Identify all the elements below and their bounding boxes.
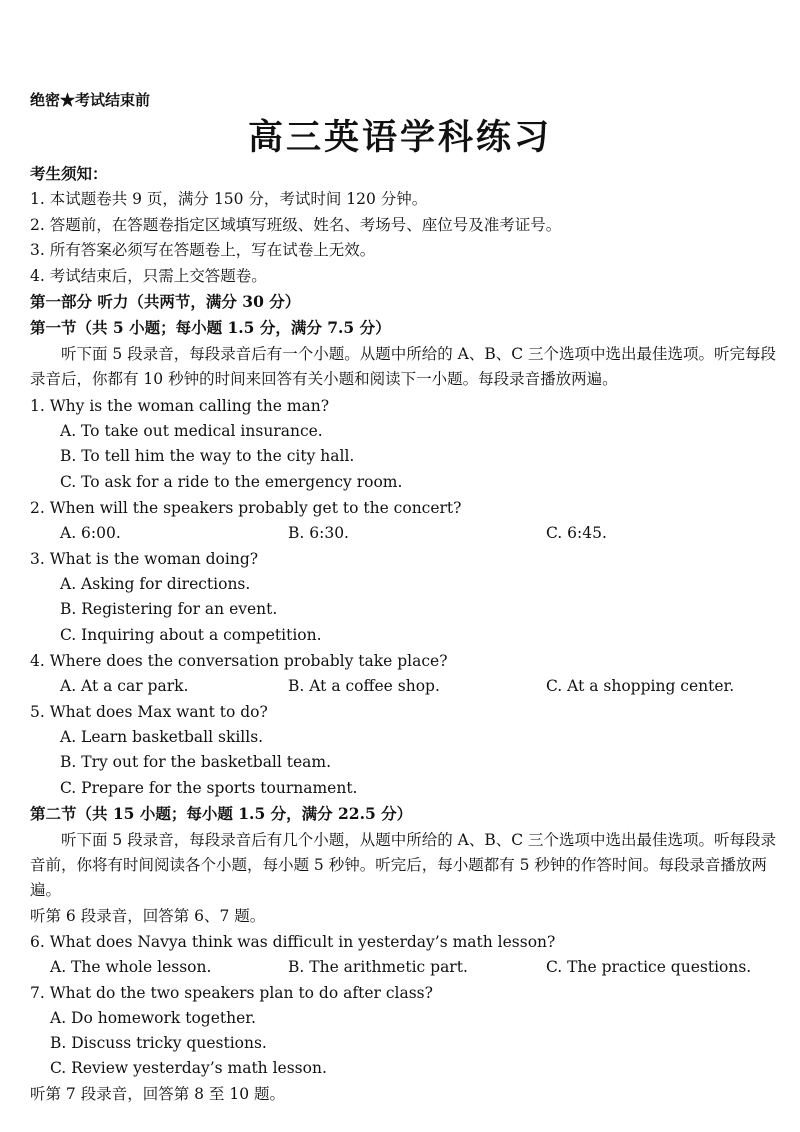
answer-option: A. Do homework together. bbox=[50, 1009, 256, 1027]
options-row bbox=[60, 521, 778, 545]
answer-option: C. Prepare for the sports tournament. bbox=[60, 779, 358, 797]
answer-option: C. To ask for a ride to the emergency room. bbox=[60, 473, 403, 491]
answer-option: C. At a shopping center. bbox=[546, 677, 735, 695]
instruction-item: 4. 考试结束后，只需上交答题卷。 bbox=[30, 267, 267, 285]
answer-option: A. The whole lesson. bbox=[50, 958, 212, 976]
answer-option: C. Inquiring about a competition. bbox=[60, 626, 322, 644]
question-stem: 6. What does Navya think was difficult in yesterday’s math lesson? bbox=[30, 933, 556, 951]
answer-option: B. To tell him the way to the city hall. bbox=[60, 447, 355, 465]
answer-option: B. Discuss tricky questions. bbox=[50, 1034, 267, 1052]
answer-option: A. To take out medical insurance. bbox=[60, 422, 323, 440]
section-directions: 听下面 5 段录音，每段录音后有一个小题。从题中所给的 A、B、C 三个选项中选出最佳选项。听完每段录音后，你都有 10 秒钟的时间来回答有关小题和阅读下一小题。每段录音播放两遍。 bbox=[30, 345, 777, 388]
question-stem: 7. What do the two speakers plan to do after class? bbox=[30, 984, 433, 1002]
answer-option: A. Learn basketball skills. bbox=[60, 728, 264, 746]
instructions-heading: 考生须知： bbox=[30, 164, 108, 183]
section-heading: 第一节（共 5 小题；每小题 1.5 分，满分 7.5 分） bbox=[30, 318, 391, 337]
page-title: 高三英语学科练习 bbox=[247, 117, 552, 158]
answer-option: B. Try out for the basketball team. bbox=[60, 753, 332, 771]
answer-option: A. 6:00. bbox=[60, 524, 121, 542]
question-stem: 5. What does Max want to do? bbox=[30, 703, 268, 721]
answer-option: C. Review yesterday’s math lesson. bbox=[50, 1059, 327, 1077]
instruction-item: 2. 答题前，在答题卷指定区域填写班级、姓名、考场号、座位号及准考证号。 bbox=[30, 216, 562, 234]
options-row bbox=[50, 955, 778, 979]
answer-option: B. The arithmetic part. bbox=[288, 958, 468, 976]
segment-instruction: 听第 6 段录音，回答第 6、7 题。 bbox=[30, 907, 266, 925]
confidential-label: 绝密★考试结束前 bbox=[30, 91, 151, 109]
instruction-item: 1. 本试题卷共 9 页，满分 150 分，考试时间 120 分钟。 bbox=[30, 190, 428, 208]
question-stem: 1. Why is the woman calling the man? bbox=[30, 397, 330, 415]
question-stem: 3. What is the woman doing? bbox=[30, 550, 259, 568]
answer-option: A. Asking for directions. bbox=[60, 575, 251, 593]
answer-option: C. 6:45. bbox=[546, 524, 607, 542]
question-stem: 2. When will the speakers probably get to the concert? bbox=[30, 499, 462, 517]
section-heading: 第二节（共 15 小题；每小题 1.5 分，满分 22.5 分） bbox=[30, 804, 413, 823]
answer-option: B. Registering for an event. bbox=[60, 600, 278, 618]
question-stem: 4. Where does the conversation probably take place? bbox=[30, 652, 448, 670]
segment-instruction: 听第 7 段录音，回答第 8 至 10 题。 bbox=[30, 1085, 286, 1103]
answer-option: B. 6:30. bbox=[288, 524, 349, 542]
instruction-item: 3. 所有答案必须写在答题卷上，写在试卷上无效。 bbox=[30, 241, 376, 259]
answer-option: B. At a coffee shop. bbox=[288, 677, 440, 695]
answer-option: A. At a car park. bbox=[60, 677, 189, 695]
section-directions: 听下面 5 段录音，每段录音后有几个小题，从题中所给的 A、B、C 三个选项中选出最佳选项。听每段录音前，你将有时间阅读各个小题，每小题 5 秒钟。听完后，每小题都有 5 秒钟的作答时间。每段录音播放两遍。 bbox=[30, 831, 777, 899]
options-row bbox=[60, 674, 778, 698]
answer-option: C. The practice questions. bbox=[546, 958, 752, 976]
part-heading: 第一部分 听力（共两节，满分 30 分） bbox=[30, 292, 301, 311]
